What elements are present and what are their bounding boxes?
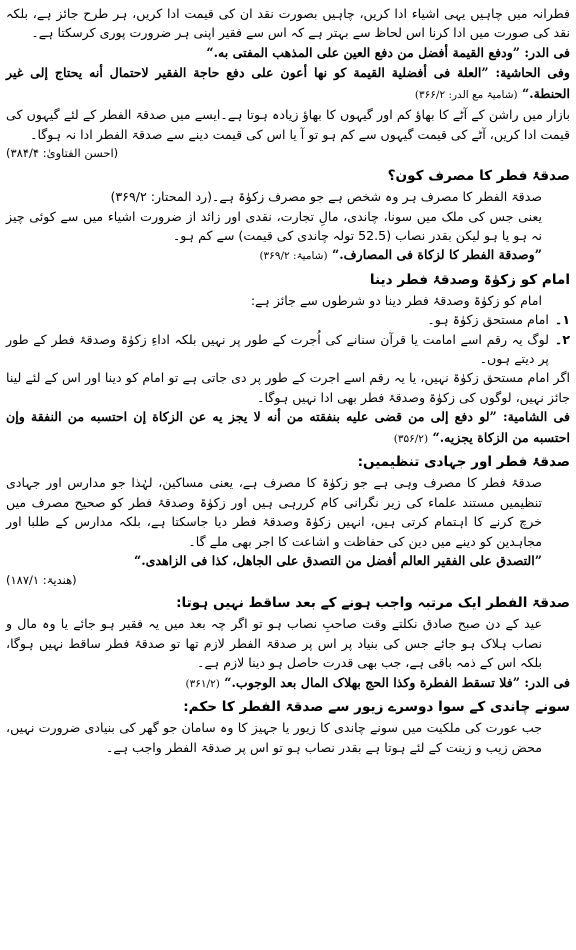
inline-reference: (۳۶۱/۲)	[185, 677, 220, 690]
block-text: یعنی جس کی ملک میں سونا، چاندی، مالِ تجارت، نقدی اور زائد از ضرورت اشیاء میں سے کوئی چیز نہ ہو یا ہو لیکن بقدر نصاب (52.5 تولہ چاندی کی قیمت) سے کم ہو۔	[6, 208, 542, 243]
urdu-paragraph	[6, 4, 570, 43]
block-text: ”التصدق علی الفقیر العالم أفضل من التصدق علی الجاهل، کذا فی الزاهدی.“	[133, 552, 542, 568]
section-heading	[6, 697, 570, 718]
block-text: صدقۃ الفطر ایک مرتبہ واجب ہونے کے بعد ساقط نہیں ہوتا:	[176, 595, 570, 612]
urdu-paragraph	[6, 718, 570, 757]
urdu-paragraph	[6, 291, 570, 310]
reference-citation	[6, 571, 570, 590]
urdu-paragraph	[6, 207, 570, 246]
item-text: لوگ یہ رقم اسے امامت یا قرآن سنانے کی اُجرت کے طور پر نہیں بلکہ اداءِ زکوٰۃ وصدقۂ فطر کے طور پر دیتے ہوں۔	[6, 331, 549, 367]
arabic-quotation	[6, 245, 570, 267]
arabic-quotation	[6, 43, 570, 64]
item-number: ۲۔	[554, 331, 570, 347]
urdu-paragraph	[6, 105, 570, 144]
block-text: بازار میں راشن کے آٹے کا بھاؤ کم اور گیہوں کا بھاؤ زیادہ ہوتا ہے۔ایسے میں صدقۃ الفطر کے لئے گیہوں کی قیمت ادا کریں، آٹے کی قیمت گیہوں سے کم ہو تو آ یا اس کی قیمت دینے سے صدقۃ الفطر ادا نہ ہوگا۔	[6, 107, 570, 142]
item-text: امام مستحق زکوٰۃ ہو۔	[427, 312, 549, 328]
block-text: سونے چاندی کے سوا دوسرے زیور سے صدقۃ الفطر کا حکم:	[183, 699, 570, 716]
block-text: فی الشامیة: ”لو دفع إلی من قضی علیه بنفقته من أنه لا یجز یه عن الزکاة إن احتسبه من النفقة وإن احتسبه من الزکاة یجزیه.“	[6, 409, 570, 445]
block-text: امام کو زکوٰۃ وصدقۂ فطر دینا دو شرطوں سے جائز ہے:	[250, 292, 542, 308]
inline-reference: (شامیۃ مع الدر: ۳۶۶/۲)	[414, 88, 518, 101]
block-text: وفی الحاشية: ”العلة فی أفضلية القيمة کو نها أعون علی دفع حاجة الفقير لاحتمال أنه يحتاج إلی غير الحنطة.“	[6, 65, 570, 101]
reference-citation	[6, 144, 570, 163]
block-text: ”وصدقة الفطر کا لزکاة فی المصارف.“	[331, 247, 542, 263]
block-text: صدقۃ الفطر کا مصرف ہر وہ شخص ہے جو مصرف زکوٰۃ ہے۔(رد المحتار: ۳۶۹/۲)	[110, 189, 542, 205]
block-text: عید کے دن صبح صادق نکلتے وقت صاحبِ نصاب ہو تو اگر چہ بعد میں یہ فقیر ہو جائے یا وہ مال و نصاب ہلاک ہو جائے جس کی بنیاد پر اس پر صدقۃ الفطر لازم تھا تو صدقۂ فطر ساقط نہیں ہوگا، بلکہ اس کے ذمہ باقی ہے، جب بھی قدرت حاصل ہو دینا لازم ہے۔	[6, 616, 542, 671]
block-text: (احسن الفتاویٰ: ۳۸۴/۴)	[6, 146, 119, 161]
numbered-condition	[6, 330, 570, 369]
block-text: (هندیۃ: ۱۸۷/۱)	[6, 573, 77, 588]
section-heading	[6, 270, 570, 291]
arabic-quotation	[6, 551, 570, 572]
inline-reference: (شامیۃ: ۳۶۹/۲)	[259, 250, 328, 263]
urdu-paragraph	[6, 473, 570, 551]
section-heading	[6, 452, 570, 473]
block-text: صدقۂ فطر کا مصرف وہی ہے جو زکوٰۃ کا مصرف ہے، یعنی مساکین، لہٰذا جو مدارس اور جہادی تنظیمیں مستند علماء کی زیر نگرانی کام کررہی ہیں اور زکوٰۃ وصدقۂ فطر کو صحیح مصرف میں خرچ کرنے کا اہتمام کرتی ہیں، انہیں زکوٰۃ وصدقۂ فطر دیا جاسکتا ہے، بلکہ مدارس کے طلبا اور مجاہدین کو دینے میں دین کی حفاظت و اشاعت کا اجر بھی ملے گا۔	[6, 475, 542, 549]
section-heading	[6, 166, 570, 187]
block-text: امام کو زکوٰۃ وصدقۂ فطر دینا	[369, 271, 570, 288]
numbered-condition	[6, 310, 570, 329]
block-text: فی الدر: ”فلا تسقط الفطرة وکذا الحج بهلاک المال بعد الوجوب.“	[224, 674, 570, 690]
item-number: ۱۔	[554, 312, 570, 328]
block-text: جب عورت کی ملکیت میں سونے چاندی کا زیور یا جہیز کا وہ سامان جو گھر کی بنیادی ضرورت نہیں، محض زیب و زینت کے لئے ہوتا ہے بقدر نصاب ہو تو اس پر صدقۃ الفطر واجب ہے۔	[6, 720, 542, 755]
arabic-quotation	[6, 407, 570, 449]
urdu-paragraph	[6, 368, 570, 407]
section-heading	[6, 593, 570, 614]
inline-reference: (۳۵۶/۲)	[393, 432, 429, 445]
arabic-quotation	[6, 673, 570, 695]
urdu-paragraph	[6, 614, 570, 672]
arabic-quotation	[6, 63, 570, 105]
urdu-paragraph	[6, 187, 570, 206]
block-text: صدقۂ فطر اور جہادی تنظیمیں:	[357, 454, 570, 471]
block-text: اگر امام مستحق زکوٰۃ نہیں، یا یہ رقم اسے اجرت کے طور پر دی جاتی ہے تو امام کو دینا اور اس کے لئے لینا جائز نہیں، لوگوں کی زکوٰۃ وصدقۂ فطر بھی ادا نہیں ہوگا۔	[6, 370, 570, 405]
block-text: صدقۂ فطر کا مصرف کون؟	[387, 168, 570, 185]
block-text: فی الدر: ”ودفع القيمة أفضل من دفع العين علی المذهب المفتی به.“	[206, 44, 570, 60]
block-text: فطرانہ میں چاہیں یہی اشیاء ادا کریں، چاہیں بصورت نقد ان کی قیمت ادا کریں، ہر طرح جائز ہے، بلکہ نقد کی صورت میں ادا کرنا اس لحاظ سے بہتر ہے کہ اس سے فقیر اپنی ہر ضرورت پوری کرسکتا ہے۔	[6, 6, 570, 41]
